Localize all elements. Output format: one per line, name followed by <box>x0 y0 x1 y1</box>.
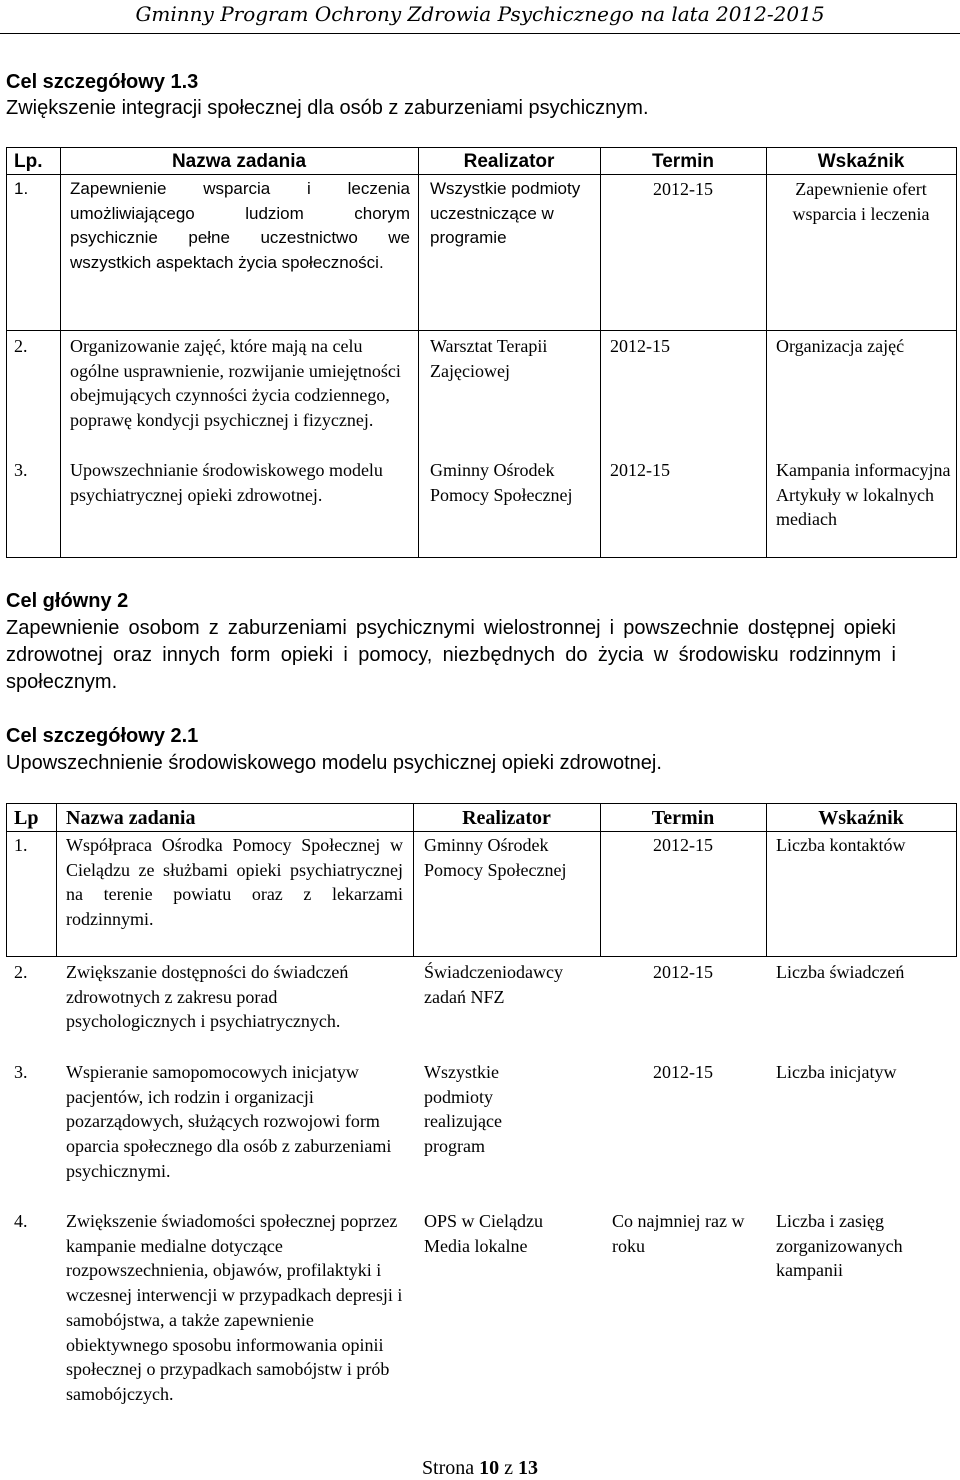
row-number: 1. <box>14 179 29 198</box>
wskaznik: Liczba inicjatyw <box>776 1062 897 1082</box>
wskaznik: Kampania informacyjna Artykuły w lokalnych mediach <box>776 460 951 530</box>
column-header-termin: Termin <box>652 151 714 172</box>
table-border <box>6 174 957 175</box>
realizator: Gminny Ośrodek Pomocy Społecznej <box>424 835 567 880</box>
row-number: 2. <box>14 962 28 982</box>
section-subheading: Zwiększenie integracji społecznej dla osób z zaburzeniami psychicznym. <box>6 97 649 119</box>
wskaznik: Liczba i zasięg zorganizowanych kampanii <box>776 1211 903 1281</box>
section-subheading: Upowszechnienie środowiskowego modelu psychicznej opieki zdrowotnej. <box>6 752 662 774</box>
task-name: Zapewnienie wsparcia i leczenia umożliwiającego ludziom chorym psychicznie pełne uczestnictwo we wszystkich aspektach życia społeczności. <box>70 179 410 272</box>
termin: 2012-15 <box>653 179 713 199</box>
column-header-lp: Lp <box>14 807 39 829</box>
row-number: 3. <box>14 1062 28 1082</box>
task-name: Współpraca Ośrodka Pomocy Społecznej w Cielądzu ze służbami opieki psychiatrycznej na terenie powiatu oraz z lekarzami rodzinnymi. <box>66 835 403 930</box>
column-header-realizator: Realizator <box>463 151 555 172</box>
wskaznik: Organizacja zajęć <box>776 336 905 356</box>
table-border <box>600 147 601 558</box>
column-header-task: Nazwa zadania <box>171 151 307 172</box>
table-border <box>6 147 7 558</box>
page-footer <box>0 1456 960 1480</box>
table-border <box>6 956 957 957</box>
task-name: Zwiększanie dostępności do świadczeń zdrowotnych z zakresu porad psychologicznych i psychiatrycznych. <box>66 962 349 1032</box>
section-heading: Cel główny 2 <box>6 590 129 612</box>
realizator: Świadczeniodawcy zadań NFZ <box>424 962 563 1007</box>
section-text: Zapewnienie osobom z zaburzeniami psychicznymi wielostronnej i powszechnie dostępnej opieki zdrowotnej oraz innych form opieki i pomocy, niezbędnych do życia w środowisku rodzinnym i społecznym. <box>6 617 896 693</box>
section-heading: Cel szczegółowy 2.1 <box>6 725 199 747</box>
termin: Co najmniej raz w roku <box>612 1211 745 1256</box>
termin: 2012-15 <box>653 962 713 982</box>
row-number: 2. <box>14 336 28 356</box>
column-header-task: Nazwa zadania <box>66 807 196 829</box>
termin: 2012-15 <box>653 1062 713 1082</box>
row-number: 4. <box>14 1211 28 1231</box>
wskaznik: Liczba kontaktów <box>776 835 906 855</box>
realizator: Wszystkie podmioty uczestniczące w programie <box>430 179 581 247</box>
table-border <box>60 147 61 558</box>
header-divider <box>0 33 960 34</box>
running-header: Gminny Program Ochrony Zdrowia Psychicznego na lata 2012-2015 <box>135 2 825 26</box>
page-number: 10 <box>479 1457 500 1479</box>
table-border <box>6 803 7 957</box>
task-name: Wspieranie samopomocowych inicjatyw pacjentów, ich rodzin i organizacji pozarządowych, służących rozwojowi form oparcia społecznego dla osób z zaburzeniami psychicznymi. <box>66 1062 392 1181</box>
task-name: Upowszechnianie środowiskowego modelu psychiatrycznej opieki zdrowotnej. <box>70 460 383 505</box>
page-label: Strona <box>421 1457 475 1479</box>
table-border <box>6 147 957 148</box>
column-header-realizator: Realizator <box>462 807 551 829</box>
termin: 2012-15 <box>653 835 713 855</box>
termin: 2012-15 <box>610 460 670 480</box>
column-header-termin: Termin <box>651 807 715 829</box>
wskaznik: Zapewnienie ofert wsparcia i leczenia <box>792 179 930 224</box>
column-header-wskaznik: Wskaźnik <box>818 807 904 829</box>
realizator: Wszystkie podmioty realizujące program <box>424 1062 502 1157</box>
table-border <box>6 803 957 804</box>
section-heading: Cel szczegółowy 1.3 <box>6 71 199 93</box>
page-of-label: z <box>504 1457 514 1479</box>
table-border <box>956 147 957 558</box>
table-border <box>6 831 957 832</box>
column-header-wskaznik: Wskaźnik <box>817 151 905 172</box>
realizator: OPS w Cielądzu Media lokalne <box>424 1211 543 1256</box>
realizator: Gminny Ośrodek Pomocy Społecznej <box>430 460 573 505</box>
row-number: 3. <box>14 460 28 480</box>
table-border <box>6 557 957 558</box>
table-border <box>418 147 419 558</box>
page-total: 13 <box>518 1457 539 1479</box>
table-border <box>56 803 57 957</box>
termin: 2012-15 <box>610 336 670 356</box>
task-name: Zwiększenie świadomości społecznej poprzez kampanie medialne dotyczące rozpowszechnienia, objawów, profilaktyki i wczesnej interwencji w przypadkach depresji i samobójstwa, a także zapewnienie obiektywnego sposobu informowania opinii społecznej o przypadkach samobójstw i prób samobójczych. <box>66 1211 403 1404</box>
task-name: Organizowanie zajęć, które mają na celu ogólne usprawnienie, rozwijanie umiejętności obejmujących czynności życia codziennego, poprawę kondycji psychicznej i fizycznej. <box>70 336 401 431</box>
row-number: 1. <box>14 835 28 855</box>
realizator: Warsztat Terapii Zajęciowej <box>430 336 548 381</box>
column-header-lp: Lp. <box>14 151 43 172</box>
wskaznik: Liczba świadczeń <box>776 962 905 982</box>
table-border <box>6 330 957 331</box>
table-border <box>956 803 957 957</box>
